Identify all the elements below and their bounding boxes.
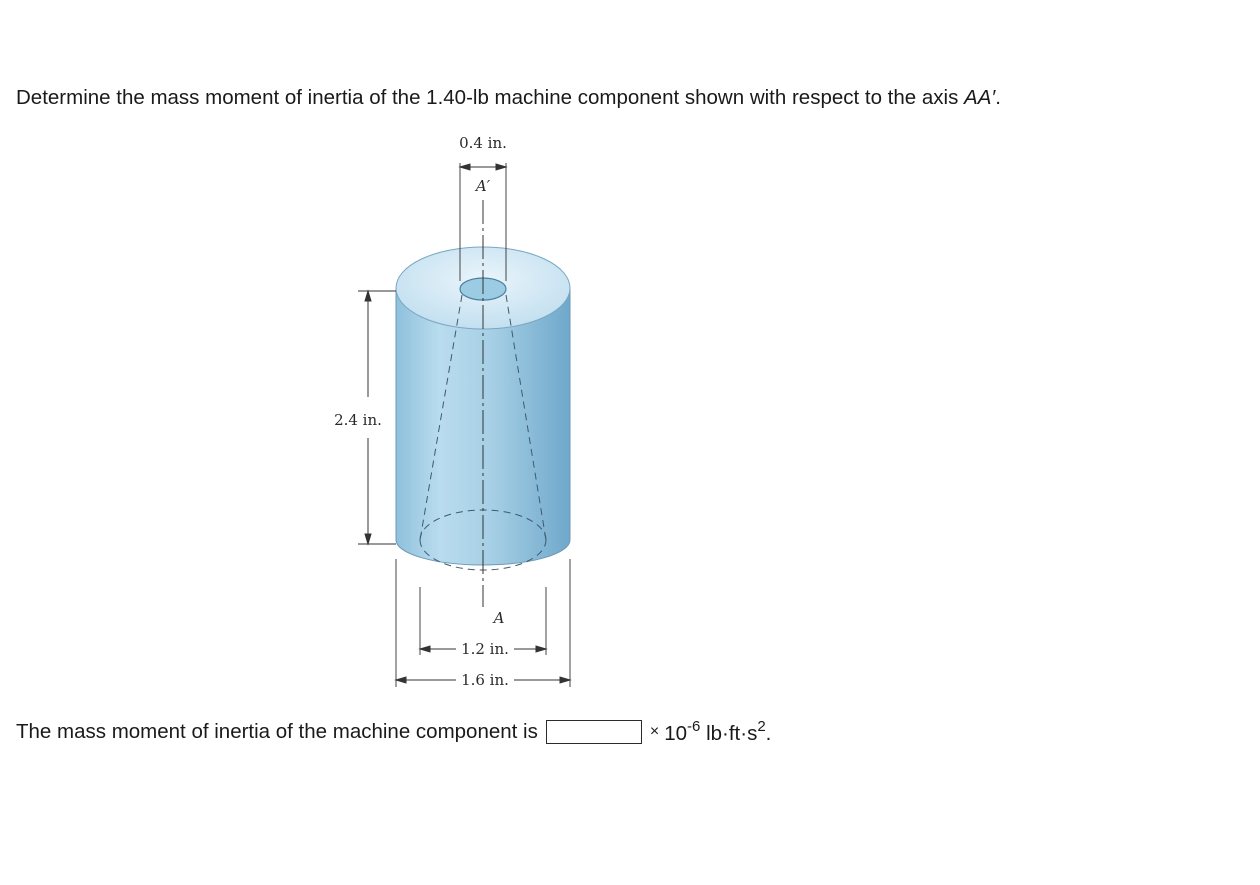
dim-label-height: 2.4 in.: [334, 411, 382, 429]
answer-prefix: The mass moment of inertia of the machine component is: [16, 720, 538, 743]
question-period: .: [995, 86, 1001, 109]
question-body: Determine the mass moment of inertia of the 1.40-lb machine component shown with respect to the axis: [16, 86, 965, 109]
dim-label-inner: 1.2 in.: [461, 640, 509, 658]
axis-top-label: A′: [475, 177, 491, 195]
power-exponent: -6: [687, 718, 701, 735]
dim-arrow-top: [460, 164, 506, 170]
dim-label-top: 0.4 in.: [459, 134, 507, 152]
question-text: [16, 86, 1001, 110]
cylinder-diagram: [300, 125, 600, 695]
answer-input[interactable]: [546, 720, 642, 744]
axis-label: AA′: [964, 86, 996, 109]
axis-bottom-label: A: [493, 609, 505, 627]
machine-component-figure: [300, 125, 600, 695]
dim-label-outer: 1.6 in.: [461, 671, 509, 689]
answer-suffix: .: [765, 722, 772, 745]
answer-row: [16, 718, 771, 746]
power-base: 10: [664, 722, 688, 745]
unit-text: lb·ft·s: [706, 722, 758, 745]
unit-exponent: 2: [757, 718, 766, 735]
answer-units: [664, 718, 771, 746]
times-symbol: ×: [649, 723, 660, 740]
